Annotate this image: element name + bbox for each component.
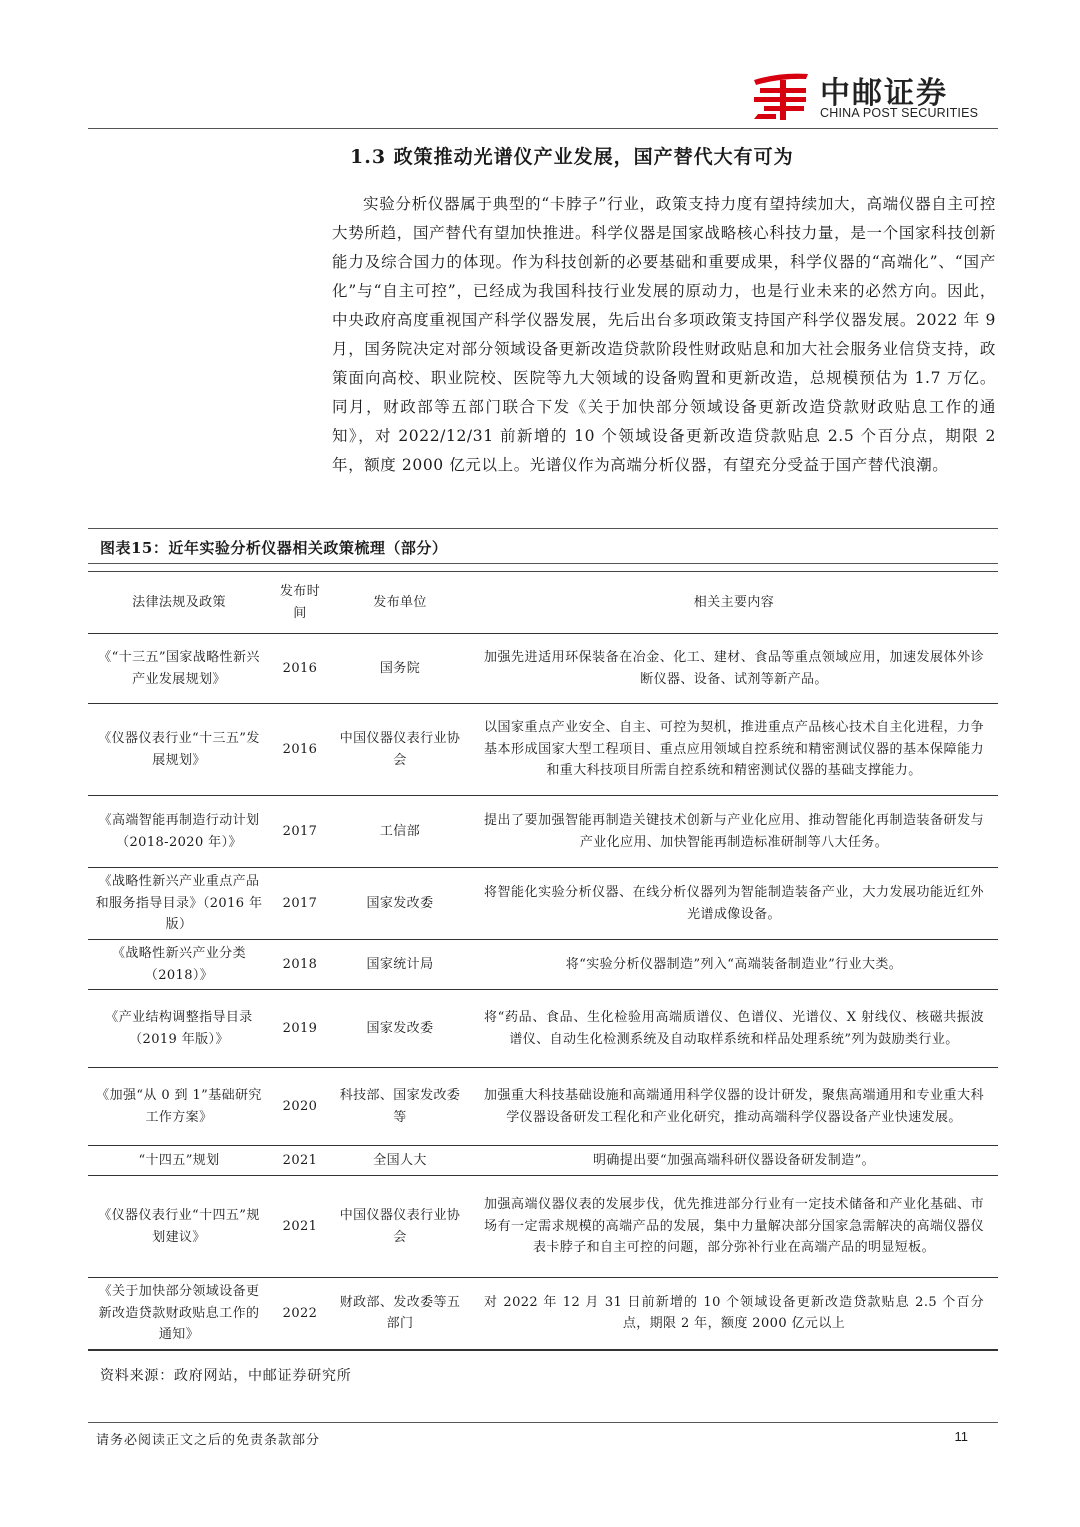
table-header-row (88, 572, 998, 634)
china-post-logo-icon (750, 70, 812, 122)
logo-chinese-text: 中邮证券 (820, 76, 948, 111)
cell-year: 2021 (270, 1176, 330, 1278)
cell-content: 提出了要加强智能再制造关键技术创新与产业化应用、推动智能化再制造装备研发与产业化应用、加快智能再制造标准研制等八大任务。 (470, 796, 998, 868)
table-row (88, 796, 998, 868)
cell-content: 将“药品、食品、生化检验用高端质谱仪、色谱仪、光谱仪、X 射线仪、核磁共振波谱仪、自动生化检测系统及自动取样系统和样品处理系统”列为鼓励类行业。 (470, 990, 998, 1068)
cell-unit: 全国人大 (330, 1146, 470, 1176)
cell-unit: 中国仪器仪表行业协会 (330, 704, 470, 796)
page-number: 11 (954, 1429, 968, 1444)
table-row (88, 1068, 998, 1146)
cell-year: 2021 (270, 1146, 330, 1176)
cell-policy: 《战略性新兴产业分类（2018）》 (88, 940, 270, 990)
body-paragraph (332, 190, 996, 480)
disclaimer-note: 请务必阅读正文之后的免责条款部分 (96, 1433, 321, 1448)
header-unit: 发布单位 (330, 572, 470, 634)
table-row (88, 704, 998, 796)
source-note: 资料来源：政府网站，中邮证券研究所 (100, 1368, 352, 1384)
cell-policy: 《仪器仪表行业“十三五”发展规划》 (88, 704, 270, 796)
cell-content: 将“实验分析仪器制造”列入“高端装备制造业”行业大类。 (470, 940, 998, 990)
cell-content: 加强先进适用环保装备在冶金、化工、建材、食品等重点领域应用，加速发展体外诊断仪器、设备、试剂等新产品。 (470, 634, 998, 704)
page-header (88, 58, 998, 129)
cell-year: 2016 (270, 634, 330, 704)
header-year: 发布时间 (270, 572, 330, 634)
cell-unit: 财政部、发改委等五部门 (330, 1278, 470, 1350)
paragraph-text: 实验分析仪器属于典型的“卡脖子”行业，政策支持力度有望持续加大，高端仪器自主可控大势所趋，国产替代有望加快推进。科学仪器是国家战略核心科技力量，是一个国家科技创新能力及综合国力的体现。作为科技创新的必要基础和重要成果，科学仪器的“高端化”、“国产化”与“自主可控”，已经成为我国科技行业发展的原动力，也是行业未来的必然方向。因此，中央政府高度重视国产科学仪器发展，先后出台多项政策支持国产科学仪器发展。2022 年 9 月，国务院决定对部分领域设备更新改造贷款阶段性财政贴息和加大社会服务业信贷支持，政策面向高校、职业院校、医院等九大领域的设备购置和更新改造，总规模预估为 1.7 万亿。同月，财政部等五部门联合下发《关于加快部分领域设备更新改造贷款财政贴息工作的通知》，对 2022/12/31 前新增的 10 个领域设备更新改造贷款贴息 2.5 个百分点，期限 2 年，额度 2000 亿元以上。光谱仪作为高端分析仪器，有望充分受益于国产替代浪潮。 (332, 195, 996, 474)
cell-policy: 《战略性新兴产业重点产品和服务指导目录》（2016 年版） (88, 868, 270, 940)
cell-content: 对 2022 年 12 月 31 日前新增的 10 个领域设备更新改造贷款贴息 2.5 个百分点，期限 2 年，额度 2000 亿元以上 (470, 1278, 998, 1350)
table-row (88, 634, 998, 704)
table-row (88, 1176, 998, 1278)
cell-year: 2022 (270, 1278, 330, 1350)
cell-unit: 国家发改委 (330, 990, 470, 1068)
cell-year: 2020 (270, 1068, 330, 1146)
table-row (88, 990, 998, 1068)
cell-year: 2018 (270, 940, 330, 990)
policy-table (88, 571, 998, 1351)
figure-title: 图表15：近年实验分析仪器相关政策梳理（部分） (88, 528, 998, 564)
cell-policy: 《仪器仪表行业“十四五”规划建议》 (88, 1176, 270, 1278)
table-row (88, 1146, 998, 1176)
cell-content: 明确提出要“加强高端科研仪器设备研发制造”。 (470, 1146, 998, 1176)
cell-unit: 中国仪器仪表行业协会 (330, 1176, 470, 1278)
cell-policy: 《加强“从 0 到 1”基础研究工作方案》 (88, 1068, 270, 1146)
cell-content: 以国家重点产业安全、自主、可控为契机，推进重点产品核心技术自主化进程，力争基本形成国家大型工程项目、重点应用领域自控系统和精密测试仪器的基本保障能力和重大科技项目所需自控系统和精密测试仪器的基础支撑能力。 (470, 704, 998, 796)
cell-year: 2017 (270, 868, 330, 940)
table-row (88, 868, 998, 940)
cell-policy: “十四五”规划 (88, 1146, 270, 1176)
company-logo (750, 70, 990, 122)
cell-year: 2019 (270, 990, 330, 1068)
page-footer (88, 1422, 998, 1448)
table-row (88, 1278, 998, 1350)
cell-year: 2017 (270, 796, 330, 868)
cell-unit: 国家统计局 (330, 940, 470, 990)
cell-year: 2016 (270, 704, 330, 796)
header-content: 相关主要内容 (470, 572, 998, 634)
cell-unit: 科技部、国家发改委等 (330, 1068, 470, 1146)
cell-unit: 国家发改委 (330, 868, 470, 940)
cell-content: 加强高端仪器仪表的发展步伐，优先推进部分行业有一定技术储备和产业化基础、市场有一定需求规模的高端产品的发展，集中力量解决部分国家急需解决的高端仪器仪表卡脖子和自主可控的问题，部分弥补行业在高端产品的明显短板。 (470, 1176, 998, 1278)
cell-content: 将智能化实验分析仪器、在线分析仪器列为智能制造装备产业，大力发展功能近红外光谱成像设备。 (470, 868, 998, 940)
cell-content: 加强重大科技基础设施和高端通用科学仪器的设计研发，聚焦高端通用和专业重大科学仪器设备研发工程化和产业化研究，推动高端科学仪器设备产业快速发展。 (470, 1068, 998, 1146)
section-title: 1.3 政策推动光谱仪产业发展，国产替代大有可为 (350, 146, 794, 168)
cell-policy: 《关于加快部分领域设备更新改造贷款财政贴息工作的通知》 (88, 1278, 270, 1350)
cell-policy: 《产业结构调整指导目录（2019 年版）》 (88, 990, 270, 1068)
cell-policy: 《“十三五”国家战略性新兴产业发展规划》 (88, 634, 270, 704)
table-row (88, 940, 998, 990)
cell-unit: 国务院 (330, 634, 470, 704)
logo-english-text: CHINA POST SECURITIES (820, 106, 979, 120)
cell-unit: 工信部 (330, 796, 470, 868)
cell-policy: 《高端智能再制造行动计划（2018-2020 年）》 (88, 796, 270, 868)
header-policy: 法律法规及政策 (88, 572, 270, 634)
